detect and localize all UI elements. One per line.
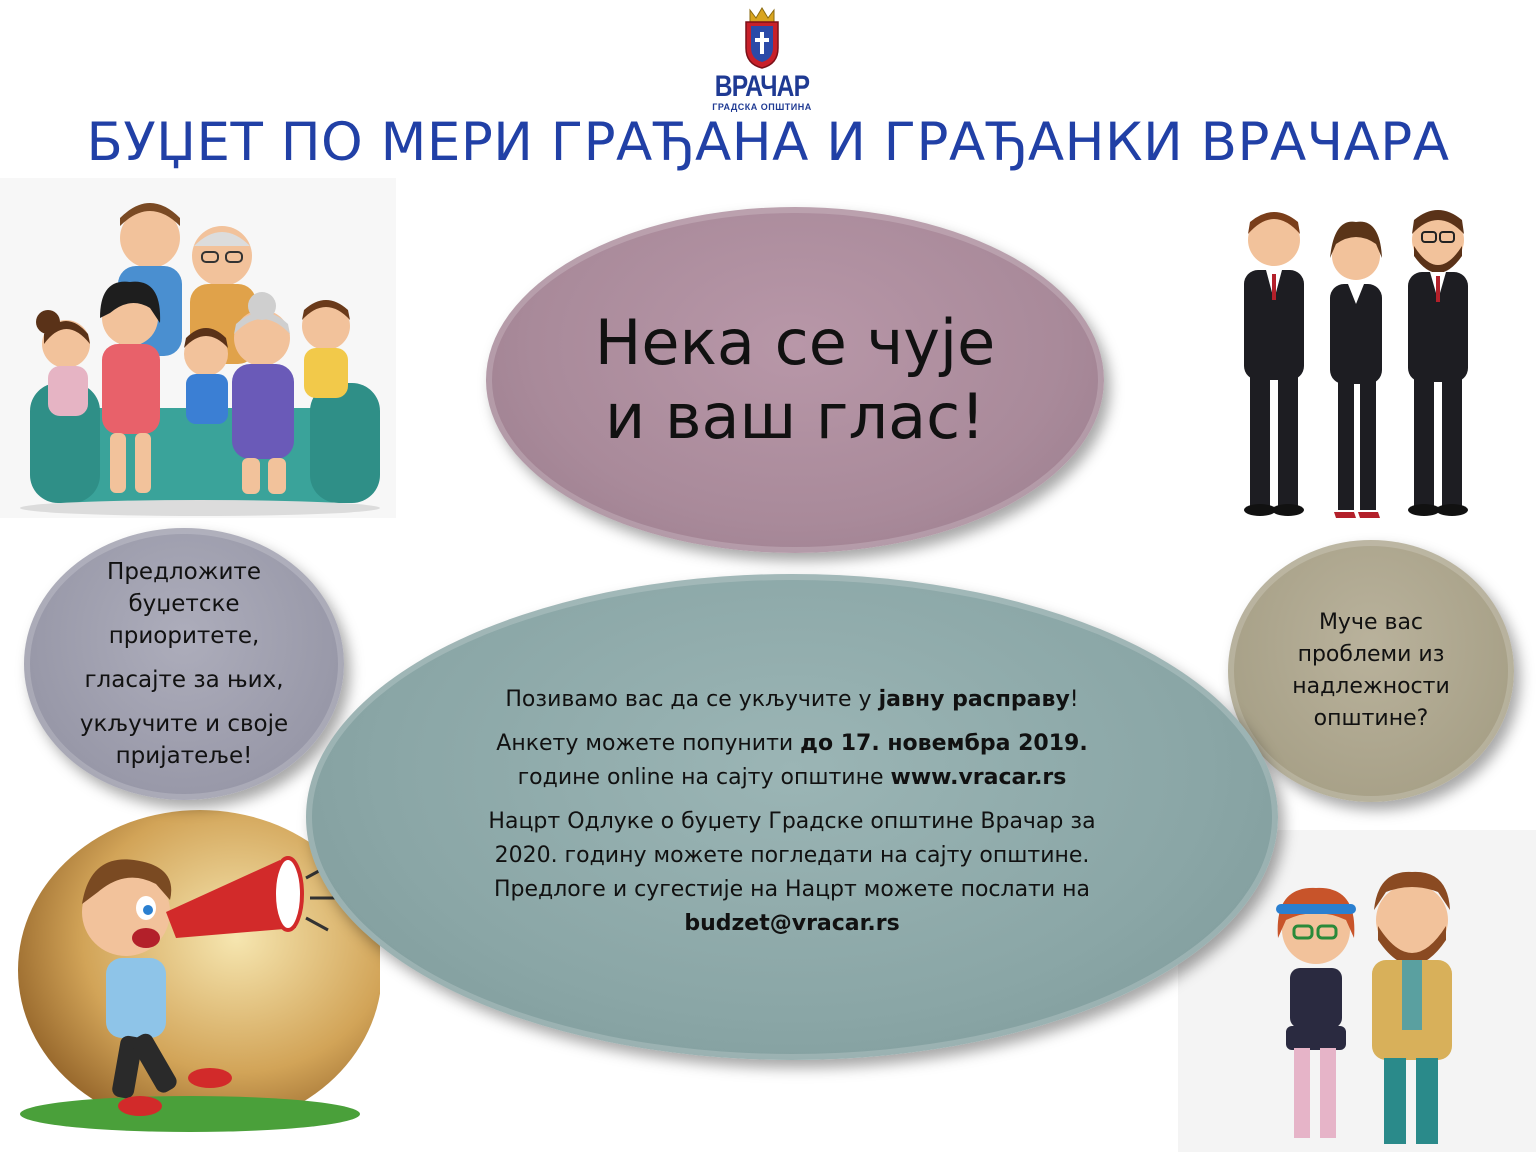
invitation-text: Позивамо вас да се укључите у xyxy=(505,687,879,712)
problems-bubble xyxy=(1228,540,1514,802)
problems-line-1: Муче вас xyxy=(1318,610,1424,635)
invitation-end: ! xyxy=(1069,687,1079,712)
survey-deadline: до 17. новембра 2019. xyxy=(800,731,1088,756)
invitation-paragraph xyxy=(452,683,1132,717)
slogan-bubble xyxy=(486,207,1104,553)
public-debate-text: јавну расправу xyxy=(878,687,1070,712)
survey-paragraph xyxy=(452,727,1132,795)
problems-line-3: надлежности xyxy=(1292,674,1450,699)
survey-text: Анкету можете попунити xyxy=(496,731,801,756)
proposals-line-2: буџетске xyxy=(128,591,240,617)
slogan-line-2: и ваш глас! xyxy=(604,380,986,453)
logo-subtitle: ГРАДСКА ОПШТИНА xyxy=(712,102,812,112)
family-on-sofa-illustration xyxy=(0,178,396,518)
business-people-illustration xyxy=(1226,200,1486,522)
page-title: БУЏЕТ ПО МЕРИ ГРАЂАНА И ГРАЂАНКИ ВРАЧАРА xyxy=(86,112,1450,173)
proposals-line-1: Предложите xyxy=(107,559,261,585)
proposals-bubble xyxy=(24,528,344,800)
slogan-line-1: Нека се чује xyxy=(594,306,996,379)
draft-line-1: Нацрт Одлуке о буџету Градске општине Врачар за xyxy=(488,809,1096,834)
proposals-line-5: укључите и своје xyxy=(79,711,289,737)
logo-name: ВРАЧАР xyxy=(714,70,810,103)
draft-line-2: 2020. годину можете погледати на сајту општине. xyxy=(494,843,1090,868)
problems-line-2: проблеми из xyxy=(1297,642,1445,667)
coat-of-arms-icon xyxy=(700,6,824,70)
proposals-line-4: гласајте за њих, xyxy=(84,667,284,693)
draft-line-3: Предлоге и сугестије на Нацрт можете послати на xyxy=(493,877,1091,902)
website-link[interactable]: www.vracar.rs xyxy=(890,765,1067,790)
proposals-line-3: приоритете, xyxy=(108,623,260,649)
draft-paragraph xyxy=(452,805,1132,941)
email-link[interactable]: budzet@vracar.rs xyxy=(684,911,900,936)
info-bubble xyxy=(306,574,1278,1060)
survey-text-2: године online на сајту општине xyxy=(517,765,891,790)
municipality-logo xyxy=(700,6,836,112)
proposals-line-6: пријатеље! xyxy=(115,743,253,769)
problems-line-4: општине? xyxy=(1313,706,1429,731)
